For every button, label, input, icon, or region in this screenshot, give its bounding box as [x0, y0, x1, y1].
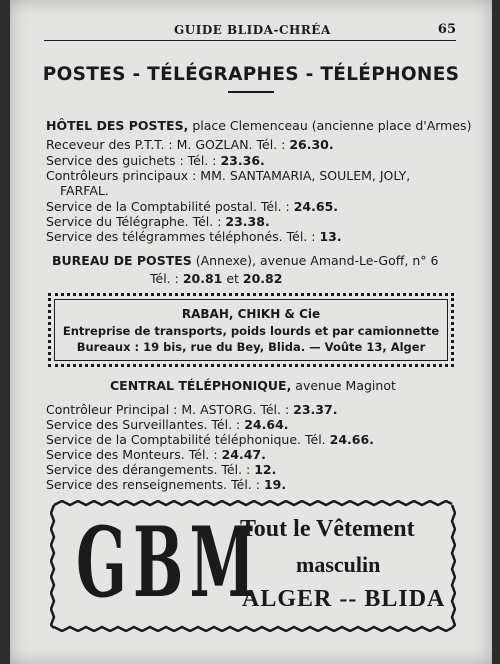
renseignements-tel: 19.: [263, 477, 287, 492]
guichets-tel: 23.36.: [220, 153, 265, 168]
surveillantes-tel: 24.64.: [244, 417, 289, 432]
hotel-heading-line: [46, 118, 471, 133]
controleur-principal-label: Contrôleur Principal : M. ASTORG. Tél. :: [46, 402, 294, 417]
compta-postale-label: Service de la Comptabilité postal. Tél. :: [46, 199, 294, 214]
title-rule: [228, 91, 274, 93]
running-head: [44, 20, 456, 41]
central-address: avenue Maginot: [291, 378, 396, 393]
surveillantes-label: Service des Surveillantes. Tél. :: [46, 417, 245, 432]
guichets-line: [46, 153, 265, 168]
book-page: [10, 0, 492, 664]
controleurs-line-cont: FARFAL.: [60, 183, 109, 198]
hotel-heading: HÔTEL DES POSTES,: [46, 118, 189, 133]
bureau-heading: BUREAU DE POSTES: [52, 253, 192, 268]
central-heading: CENTRAL TÉLÉPHONIQUE,: [110, 378, 292, 393]
renseignements-line: [46, 477, 286, 492]
gbm-line1: Tout le Vêtement: [240, 516, 415, 542]
telegraphe-label: Service du Télégraphe. Tél. :: [46, 214, 226, 229]
compta-postale-tel: 24.65.: [293, 199, 339, 214]
central-heading-line: [110, 378, 396, 393]
derangements-tel: 12.: [254, 462, 277, 477]
gbm-line3: ALGER -- BLIDA: [242, 586, 446, 612]
bureau-tel-label: Tél. :: [150, 271, 183, 286]
telegraphe-tel: 23.38.: [225, 214, 270, 229]
advert-rabah-chikh: [48, 293, 454, 367]
receveur-line: [46, 137, 334, 152]
bureau-tel-line: [150, 271, 282, 286]
bureau-tel-2: 20.82: [242, 271, 283, 286]
controleur-principal-tel: 23.37.: [293, 402, 338, 417]
bureau-heading-line: [52, 253, 438, 268]
derangements-label: Service des dérangements. Tél. :: [46, 462, 255, 477]
monteurs-tel: 24.47.: [221, 447, 266, 462]
bureau-tel-and: et: [222, 271, 243, 286]
advert-rabah-name: RABAH, CHIKH & Cie: [181, 307, 321, 321]
guichets-label: Service des guichets : Tél. :: [46, 153, 221, 168]
telegrammes-tel: 13.: [319, 229, 342, 244]
advert-rabah-line1: Entreprise de transports, poids lourds et par camionnette: [62, 324, 440, 338]
controleur-principal-line: [46, 402, 337, 417]
surveillantes-line: [46, 417, 289, 432]
advert-gbm: [50, 500, 456, 632]
monteurs-line: [46, 447, 266, 462]
compta-telephonique-tel: 24.66.: [329, 432, 374, 447]
hotel-address: place Clemenceau (ancienne place d'Armes): [188, 118, 472, 133]
page-title: POSTES - TÉLÉGRAPHES - TÉLÉPHONES: [42, 64, 460, 85]
gbm-logo: GBM: [76, 506, 262, 619]
monteurs-label: Service des Monteurs. Tél. :: [46, 447, 222, 462]
renseignements-label: Service des renseignements. Tél. :: [46, 477, 264, 492]
bureau-annexe: (Annexe),: [191, 253, 257, 268]
controleurs-line: Contrôleurs principaux : MM. SANTAMARIA, SOULEM, JOLY,: [46, 168, 411, 183]
running-head-title: GUIDE BLIDA-CHRÉA: [174, 23, 331, 37]
telegraphe-line: [46, 214, 270, 229]
compta-telephonique-line: [46, 432, 374, 447]
telegrammes-label: Service des télégrammes téléphonés. Tél. :: [46, 229, 320, 244]
gbm-line2: masculin: [296, 552, 381, 577]
compta-postale-line: [46, 199, 338, 214]
receveur-label: Receveur des P.T.T. : M. GOZLAN. Tél. :: [46, 137, 290, 152]
advert-rabah-line2: Bureaux : 19 bis, rue du Bey, Blida. — Voûte 13, Alger: [76, 340, 426, 354]
receveur-tel: 26.30.: [289, 137, 334, 152]
telegrammes-line: [46, 229, 342, 244]
bureau-address: avenue Amand-Le-Goff, n° 6: [256, 253, 439, 268]
bureau-tel-1: 20.81: [182, 271, 223, 286]
page-number: 65: [437, 22, 456, 37]
derangements-line: [46, 462, 276, 477]
compta-telephonique-label: Service de la Comptabilité téléphonique. Tél.: [46, 432, 330, 447]
